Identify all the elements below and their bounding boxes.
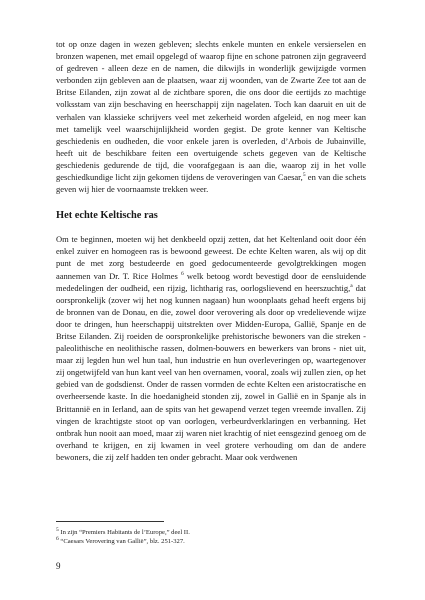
- footnote-ref-a[interactable]: a: [350, 282, 353, 289]
- paragraph-1-end: en van die schets geven wij hier de voornaamste trekken weer.: [56, 172, 366, 195]
- page-number: 9: [56, 561, 61, 571]
- footnote-mark: 5: [56, 526, 59, 533]
- footnote-5: [56, 528, 366, 537]
- footnote-ref-5[interactable]: 5: [302, 172, 306, 179]
- footnotes: [56, 528, 366, 546]
- paragraph-1: [56, 38, 366, 195]
- footnote-ref-6[interactable]: 6: [180, 270, 184, 277]
- footnote-text: “Caesars Verovering van Gallië”, blz. 251-327.: [58, 538, 185, 545]
- footnote-divider: [56, 521, 164, 522]
- paragraph-1-text: tot op onze dagen in wezen gebleven; slechts enkele munten en enkele versierselen en bronzen wapenen, met email opgelegd of waarop fijne en schone patronen zijn gegraveerd of gedreven - alleen deze en de namen, die dikwijls in wonderlijk gewijzigde vormen verbonden zijn gebleven aan de plaatsen, waar zij woonden, van de Zwarte Zee tot aan de Britse Eilanden, zijn zowat al de zichtbare sporen, die ons door die eertijds zo machtige volksstam van zijn beschaving en heerschappij zijn nagelaten. Toch kan daaruit en uit de verhalen van klassieke schrijvers veel met zekerheid worden afgeleid, en nog meer kan met tamelijk veel waarschijnlijkheid worden gegist. De grote kenner van Keltische geschiedenis en oudheden, die voor enkele jaren is overleden, d’Arbois de Jubainville, heeft uit de beschikbare feiten een overtuigende schets gegeven van de Keltische geschiedenis gedurende de tijd, die voorafgegaan is aan die, waarop zij in het volle geschiedkundige licht zijn gekomen tijdens de veroveringen van Caesar,: [56, 39, 366, 183]
- paragraph-2: [56, 233, 366, 463]
- section-heading: Het echte Keltische ras: [56, 210, 158, 222]
- footnote-text: In zijn “Premiers Habitants de l’Europe,” deel II.: [58, 529, 190, 536]
- footnote-6: [56, 537, 366, 546]
- paragraph-2-text-a: Om te beginnen, moeten wij het denkbeeld opzij zetten, dat het Keltenland ooit door één enkel zuiver en homogeen ras is bewoond geweest. De echte Kelten waren, als wij op dit punt de met zorg bestudeerde en goed gedocumenteerde gevolgtrekkingen mogen aannemen van Dr. T. Rice Holmes: [56, 234, 366, 281]
- paragraph-2-text-b: welk betoog wordt bevestigd door de eensluidende mededelingen der oudheid, een rijzig, lichtharig ras, oorlogslievend en heerszuchtig,: [56, 270, 367, 293]
- footnote-mark: 6: [56, 535, 59, 542]
- paragraph-2-text-c: dat oorspronkelijk (zover wij het nog kunnen nagaan) hun woonplaats gehad heeft ergens bij de bronnen van de Donau, en die, zowel door verovering als door op vredelievende wijze door te dringen, hun heerschappij uitstrekten over Midden-Europa, Gallië, Spanje en de Britse Eilanden. Zij roeiden de oorspronkelijke prehistorische bewoners van die streken - paleolithische en neolithische rassen, dolmen-bouwers en bewerkers van brons - niet uit, maar zij legden hun wel hun taal, hun industrie en hun overleveringen op, waartegenover zij ongetwijfeld van hun kant veel van hen overnamen, vooral, zoals wij zullen zien, op het gebied van de godsdienst. Onder de rassen vormden de echte Kelten een aristocratische en overheersende kaste. In die hoedanigheid stonden zij, zowel in Gallië en in Spanje als in Brittannië en in Ierland, aan de spits van het gewapend verzet tegen vreemde invallen. Zij vingen de krachtigste stoot op van oorlogen, verbeurdverklaringen en verbanning. Het ontbrak hun nooit aan moed, maar zij waren niet krachtig of niet eensgezind genoeg om de overhand te krijgen, en zij kwamen in veel grotere verhouding om dan de andere bewoners, die zij zelf hadden ten onder gebracht. Maar ook verdwenen: [56, 282, 367, 462]
- page-body: [56, 38, 366, 463]
